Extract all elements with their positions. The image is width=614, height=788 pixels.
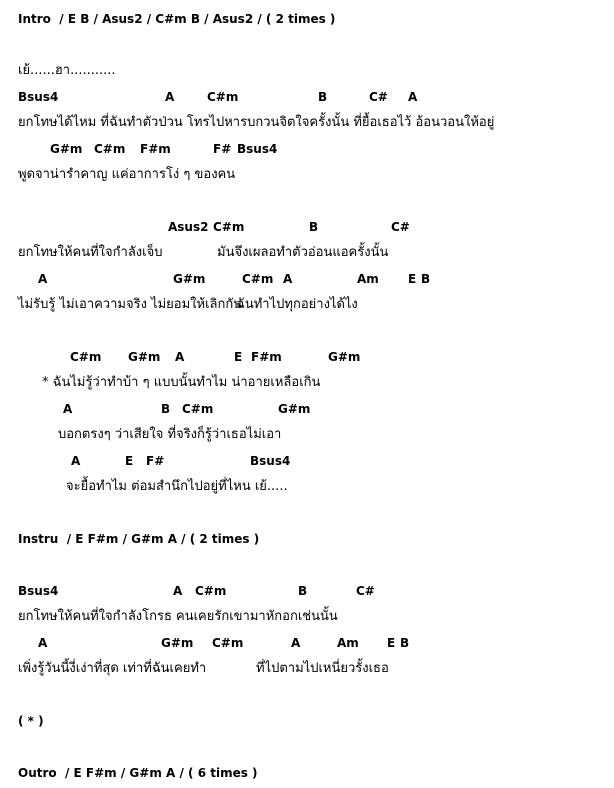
- chord: Am: [337, 636, 359, 650]
- chord: B: [309, 220, 319, 234]
- chord: G#m: [128, 350, 161, 364]
- chord: A: [291, 636, 301, 650]
- lyric-line: ที่ไปตามไปเหนี่ยวรั้งเธอ: [256, 661, 389, 676]
- chord: Bsus4: [18, 90, 59, 104]
- chord: C#m: [212, 636, 244, 650]
- intro-line: Intro / E B / Asus2 / C#m B / Asus2 / ( 2 times ): [18, 12, 336, 26]
- chord: G#m: [50, 142, 83, 156]
- chord: F#m: [140, 142, 171, 156]
- chord: C#m: [207, 90, 239, 104]
- outro-line: Outro / E F#m / G#m A / ( 6 times ): [18, 766, 258, 780]
- chord: Bsus4: [250, 454, 291, 468]
- chord: C#m: [182, 402, 214, 416]
- chord-line: [0, 89, 614, 105]
- chord: Asus2: [168, 220, 209, 234]
- chord-line: [0, 401, 614, 417]
- chord: B: [421, 272, 431, 286]
- chord: C#m: [195, 584, 227, 598]
- chord: B: [161, 402, 171, 416]
- chord-line: [0, 583, 614, 599]
- chord: G#m: [161, 636, 194, 650]
- chord: Bsus4: [18, 584, 59, 598]
- chord: G#m: [278, 402, 311, 416]
- chord: F#m: [251, 350, 282, 364]
- chord: B: [298, 584, 308, 598]
- chord: A: [38, 272, 48, 286]
- chord: F#: [146, 454, 165, 468]
- chord: Am: [357, 272, 379, 286]
- chord: C#: [391, 220, 410, 234]
- chord: A: [173, 584, 183, 598]
- repeat-marker: ( * ): [18, 714, 44, 728]
- chord: C#: [369, 90, 388, 104]
- chord: A: [408, 90, 418, 104]
- chord: E: [408, 272, 417, 286]
- lyric-line: ยกโทษให้คนที่ใจกำลังเจ็บ: [18, 245, 163, 260]
- chord-line: [0, 453, 614, 469]
- lyric-line: ยกโทษได้ไหม ที่ฉันทำตัวป่วน โทรไปหารบกวนจิตใจครั้งนั้น ที่ยื้อเธอไว้ อ้อนวอนให้อยู่: [18, 115, 495, 130]
- chord-line: [0, 635, 614, 651]
- chord: A: [175, 350, 185, 364]
- lyric-line: ไม่รับรู้ ไม่เอาความจริง ไม่ยอมให้เลิกกัน: [18, 297, 243, 312]
- opening-line: เย้......ฮา...........: [18, 63, 116, 78]
- chord: B: [318, 90, 328, 104]
- lyric-line: * ฉันไม่รู้ว่าทำบ้า ๆ แบบนั้นทำไม น่าอายเหลือเกิน: [42, 375, 321, 390]
- chord: A: [63, 402, 73, 416]
- lyric-line: พูดจาน่ารำคาญ แค่อาการโง่ ๆ ของคน: [18, 167, 236, 182]
- chord: C#m: [213, 220, 245, 234]
- chord: C#m: [70, 350, 102, 364]
- chord: A: [283, 272, 293, 286]
- chord: C#: [356, 584, 375, 598]
- chord: C#m: [94, 142, 126, 156]
- chord: B: [400, 636, 410, 650]
- chord: C#m: [242, 272, 274, 286]
- chord: A: [71, 454, 81, 468]
- chord: E: [234, 350, 243, 364]
- lyric-line: จะยื้อทำไม ต่อมสำนึกไปอยู่ที่ไหน เย้.....: [66, 479, 288, 494]
- chord: A: [38, 636, 48, 650]
- lyric-line: บอกตรงๆ ว่าเสียใจ ที่จริงก็รู้ว่าเธอไม่เอา: [58, 427, 282, 442]
- chord: Bsus4: [237, 142, 278, 156]
- chord: F#: [213, 142, 232, 156]
- chord-line: [0, 271, 614, 287]
- chord: G#m: [328, 350, 361, 364]
- lyric-line: ฉันทำไปทุกอย่างได้ไง: [236, 297, 358, 312]
- chord: A: [165, 90, 175, 104]
- lyric-line: เพิ่งรู้วันนี้งี่เง่าที่สุด เท่าที่ฉันเคยทำ: [18, 661, 207, 676]
- instru-line: Instru / E F#m / G#m A / ( 2 times ): [18, 532, 260, 546]
- chord-line: [0, 141, 614, 157]
- chord-line: [0, 219, 614, 235]
- chord: E: [387, 636, 396, 650]
- lyric-line: มันจึงเผลอทำตัวอ่อนแอครั้งนั้น: [217, 245, 389, 260]
- lyric-line: ยกโทษให้คนที่ใจกำลังโกรธ คนเคยรักเขามาหักอกเช่นนั้น: [18, 609, 338, 624]
- chord-line: [0, 349, 614, 365]
- chord: G#m: [173, 272, 206, 286]
- chord: E: [125, 454, 134, 468]
